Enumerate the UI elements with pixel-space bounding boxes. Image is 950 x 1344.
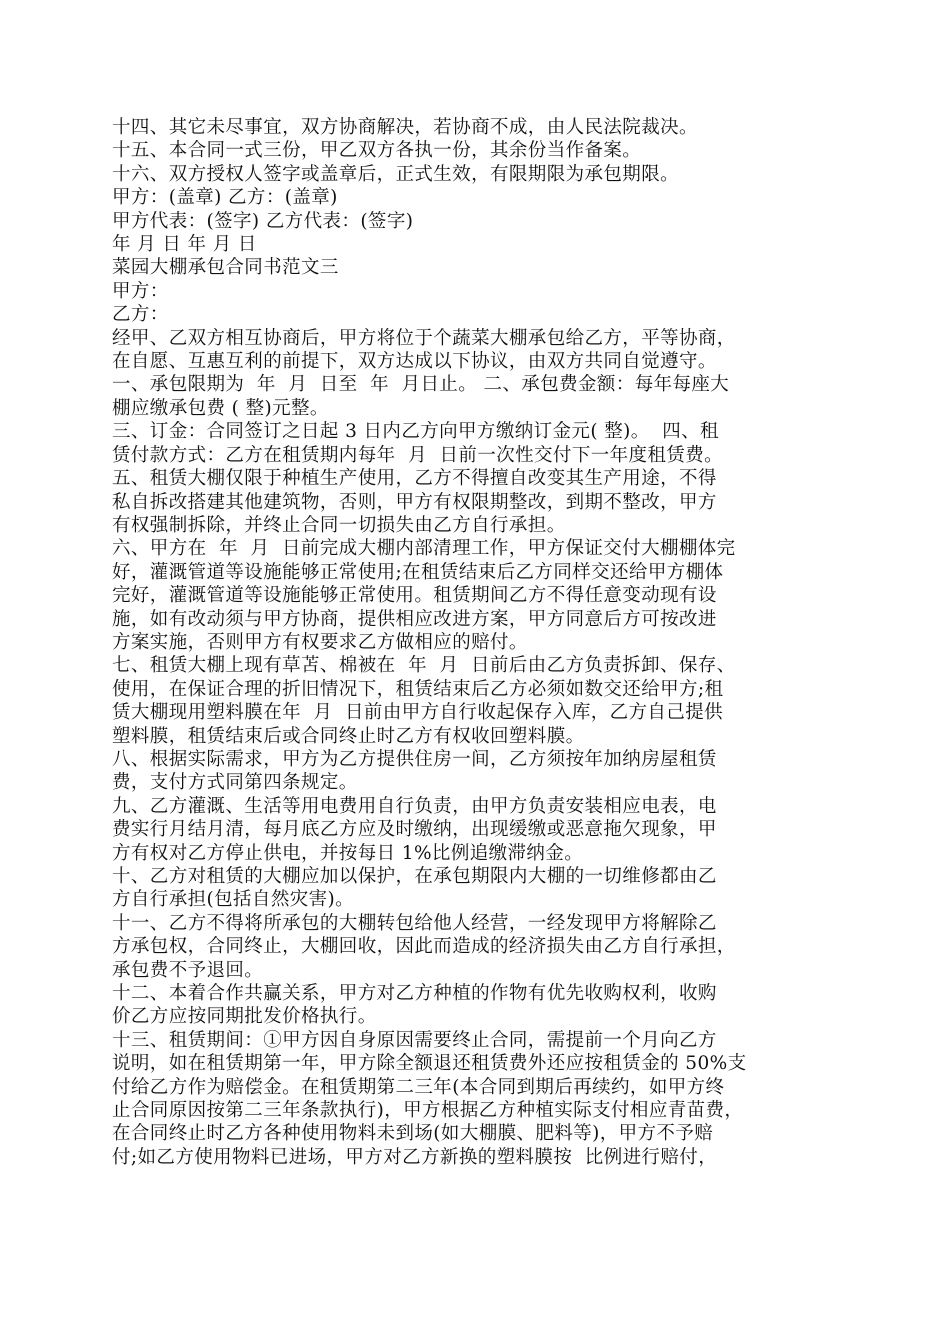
text-line: 赁付款方式：乙方在租赁期内每年 月 日前一次性交付下一年度租赁费。 bbox=[112, 444, 724, 466]
text-line: 棚应缴承包费 ( 整)元整。 bbox=[112, 397, 329, 419]
text-line: 有权强制拆除，并终止合同一切损失由乙方自行承担。 bbox=[112, 514, 566, 536]
text-line: 甲方代表：(签字) 乙方代表：(签字) bbox=[112, 210, 414, 232]
text-line: 好，灌溉管道等设施能够正常使用;在租赁结束后乙方同样交还给甲方棚体 bbox=[112, 561, 724, 583]
text-line: 三、订金：合同签订之日起 3 日内乙方向甲方缴纳订金元( 整)。 四、租 bbox=[112, 421, 719, 443]
text-line: 五、租赁大棚仅限于种植生产使用，乙方不得擅自改变其生产用途，不得 bbox=[112, 468, 717, 490]
text-line: 十、乙方对租赁的大棚应加以保护，在承包期限内大棚的一切维修都由乙 bbox=[112, 866, 717, 887]
text-line: 止合同原因按第二三年条款执行)，甲方根据乙方种植实际支付相应青苗费， bbox=[112, 1100, 744, 1122]
text-line: 方承包权，合同终止，大棚回收，因此而造成的经济损失由乙方自行承担， bbox=[112, 936, 736, 958]
text-line: 甲方： bbox=[112, 280, 169, 302]
text-line: 十六、双方授权人签字或盖章后，正式生效，有限期限为承包期限。 bbox=[112, 163, 680, 185]
text-line: 六、甲方在 年 月 日前完成大棚内部清理工作，甲方保证交付大棚棚体完 bbox=[112, 538, 736, 560]
text-line: 费，支付方式同第四条规定。 bbox=[112, 772, 358, 794]
text-line: 一、承包限期为 年 月 日至 年 月日止。 二、承包费金额：每年每座大 bbox=[112, 374, 730, 396]
text-line: 十一、乙方不得将所承包的大棚转包给他人经营，一经发现甲方将解除乙 bbox=[112, 912, 717, 934]
text-line: 完好，灌溉管道等设施能够正常使用。租赁期间乙方不得任意变动现有设 bbox=[112, 585, 717, 607]
text-line: 使用，在保证合理的折旧情况下，租赁结束后乙方必须如数交还给甲方;租 bbox=[112, 678, 724, 700]
text-line: 费实行月结月清，每月底乙方应及时缴纳，出现缓缴或恶意拖欠现象，甲 bbox=[112, 819, 717, 841]
text-line: 价乙方应按同期批发价格执行。 bbox=[112, 1006, 377, 1028]
text-line: 八、根据实际需求，甲方为乙方提供住房一间，乙方须按年加纳房屋租赁 bbox=[112, 748, 717, 770]
text-line: 乙方： bbox=[112, 304, 169, 326]
text-line: 塑料膜，租赁结束后或合同终止时乙方有权收回塑料膜。 bbox=[112, 725, 585, 747]
text-line: 在自愿、互惠互利的前提下，双方达成以下协议，由双方共同自觉遵守。 bbox=[112, 351, 717, 373]
text-line: 付;如乙方使用物料已进场，甲方对乙方新换的塑料膜按 比例进行赔付， bbox=[112, 1146, 718, 1168]
text-line: 在合同终止时乙方各种使用物料未到场(如大棚膜、肥料等)，甲方不予赔 bbox=[112, 1123, 714, 1145]
text-line: 十五、本合同一式三份，甲乙双方各执一份，其余份当作备案。 bbox=[112, 140, 642, 162]
document-page bbox=[112, 116, 846, 1169]
text-line: 经甲、乙双方相互协商后，甲方将位于个蔬菜大棚承包给乙方，平等协商， bbox=[112, 327, 736, 349]
text-line: 甲方：(盖章) 乙方：(盖章) bbox=[112, 187, 338, 209]
section-title: 菜园大棚承包合同书范文三 bbox=[112, 257, 339, 279]
text-line: 十四、其它未尽事宜，双方协商解决，若协商不成，由人民法院裁决。 bbox=[112, 117, 698, 138]
text-line: 十二、本着合作共赢关系，甲方对乙方种植的作物有优先收购权利，收购 bbox=[112, 983, 717, 1005]
text-line: 方有权对乙方停止供电，并按每日 1%比例追缴滞纳金。 bbox=[112, 842, 584, 864]
text-line: 施，如有改动须与甲方协商，提供相应改进方案，甲方同意后方可按改进 bbox=[112, 608, 717, 630]
text-line: 承包费不予退回。 bbox=[112, 959, 264, 981]
text-line: 七、租赁大棚上现有草苫、棉被在 年 月 日前后由乙方负责拆卸、保存、 bbox=[112, 655, 736, 677]
text-line: 说明，如在租赁期第一年，甲方除全额退还租赁费外还应按租赁金的 50%支 bbox=[112, 1053, 747, 1075]
text-line: 付给乙方作为赔偿金。在租赁期第二三年(本合同到期后再续约，如甲方终 bbox=[112, 1076, 725, 1098]
text-line: 赁大棚现用塑料膜在年 月 日前由甲方自行收起保存入库，乙方自己提供 bbox=[112, 702, 724, 724]
text-line: 十三、租赁期间：①甲方因自身原因需要终止合同，需提前一个月向乙方 bbox=[112, 1029, 717, 1051]
text-line: 方案实施，否则甲方有权要求乙方做相应的赔付。 bbox=[112, 631, 528, 653]
text-line: 年 月 日 年 月 日 bbox=[112, 234, 257, 256]
text-line: 方自行承担(包括自然灾害)。 bbox=[112, 889, 355, 911]
text-line: 私自拆改搭建其他建筑物，否则，甲方有权限期整改，到期不整改，甲方 bbox=[112, 491, 717, 513]
text-line: 九、乙方灌溉、生活等用电费用自行负责，由甲方负责安装相应电表，电 bbox=[112, 795, 717, 817]
